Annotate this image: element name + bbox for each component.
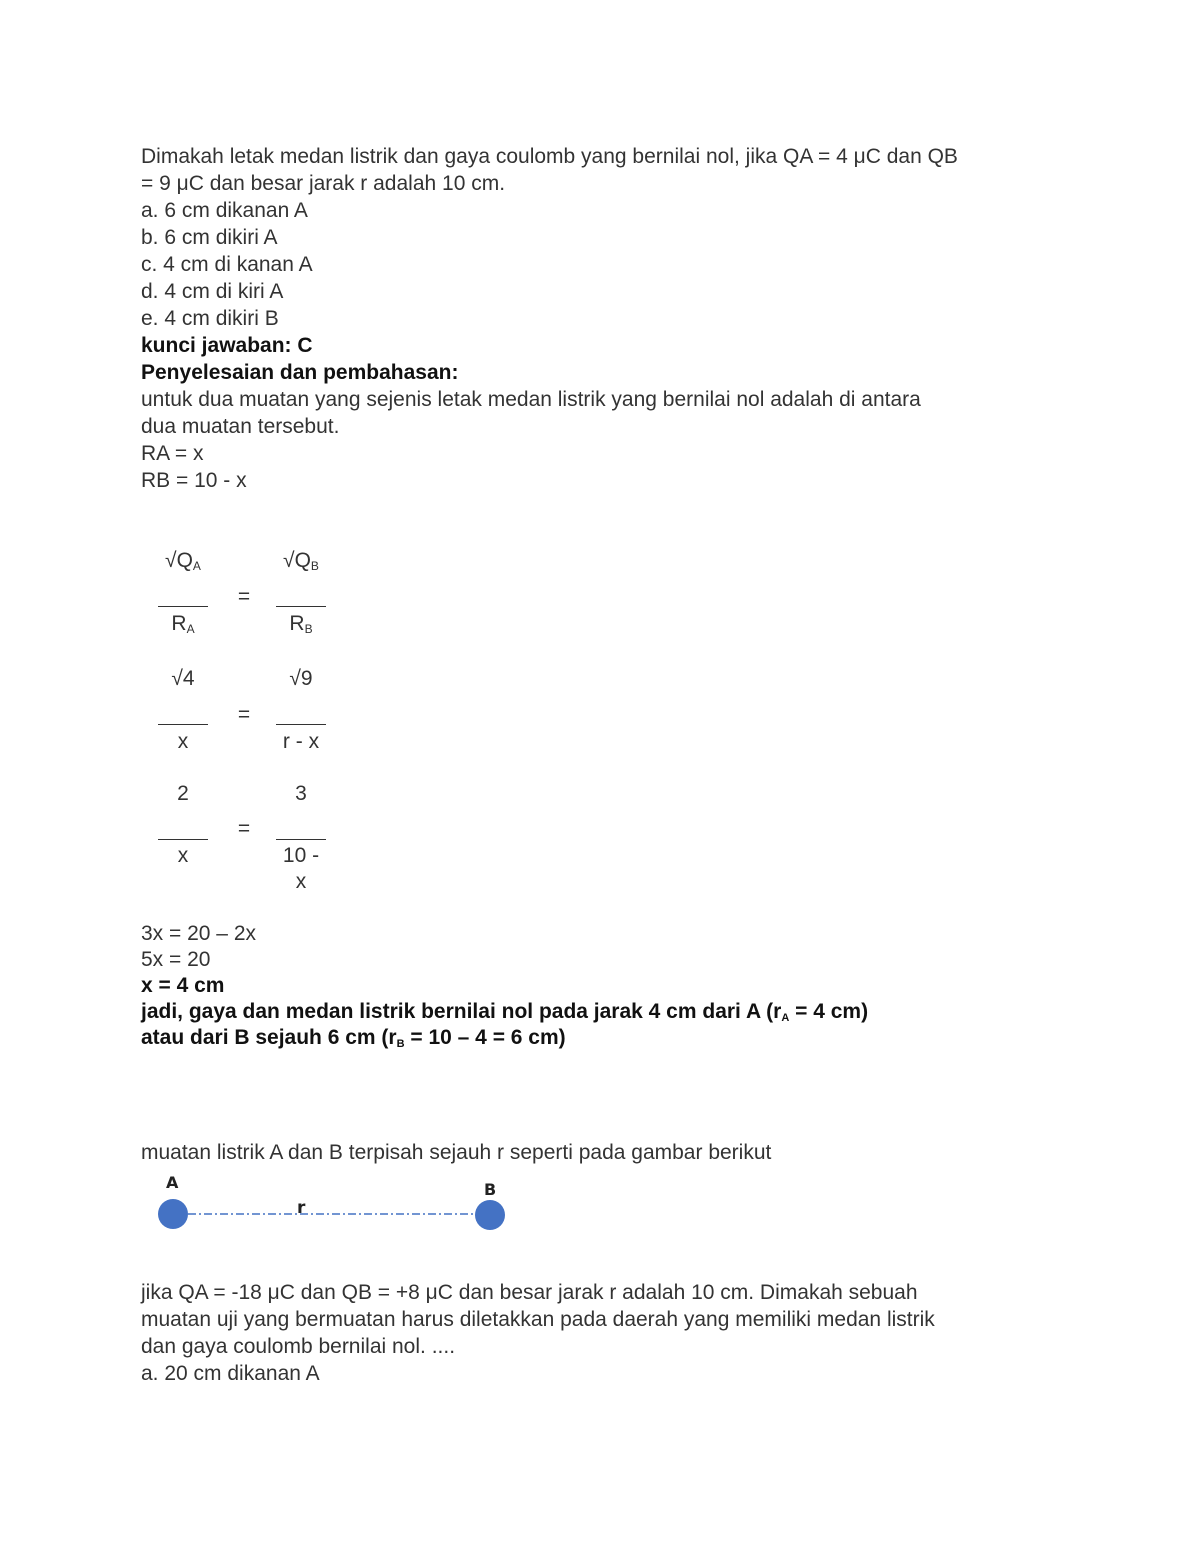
conclusion-line2: atau dari B sejauh 6 cm (rB = 10 – 4 = 6 cm) [141,1026,566,1050]
fraction-bar [158,724,208,725]
charges-diagram [150,1168,520,1238]
right-numerator: 3 [295,782,307,805]
question2-option-a: a. 20 cm dikanan A [141,1362,320,1385]
equals-sign: = [237,585,251,608]
result: x = 4 cm [141,974,225,997]
answer-key: kunci jawaban: C [141,334,313,357]
equals-sign: = [237,817,251,840]
option-c: c. 4 cm di kanan A [141,253,313,276]
fraction-bar [158,839,208,840]
left-denominator: x [177,730,189,753]
question2-line1: jika QA = -18 μC dan QB = +8 μC dan besar jarak r adalah 10 cm. Dimakah sebuah [141,1281,918,1304]
option-e: e. 4 cm dikiri B [141,307,279,330]
option-b: b. 6 cm dikiri A [141,226,278,249]
left-denominator: $R_A$ [171,612,195,636]
question2-line3: dan gaya coulomb bernilai nol. .... [141,1335,456,1358]
right-denominator: r - x [282,730,320,753]
step-2: 5x = 20 [141,948,211,971]
right-numerator: √9 [289,667,313,690]
explanation-line1: untuk dua muatan yang sejenis letak medan listrik yang bernilai nol adalah di antara [141,388,921,411]
question2-line2: muatan uji yang bermuatan harus diletakkan pada daerah yang memiliki medan listrik [141,1308,935,1331]
left-denominator: x [177,844,189,867]
right-numerator: $√Q_B$ [283,549,319,573]
label-r: r [297,1198,306,1218]
fraction-bar [158,606,208,607]
charge-a [158,1199,188,1229]
fraction-bar [276,724,326,725]
ra-definition: RA = x [141,442,204,465]
question2-intro: muatan listrik A dan B terpisah sejauh r seperti pada gambar berikut [141,1141,772,1164]
step-1: 3x = 20 – 2x [141,922,256,945]
question1-line1: Dimakah letak medan listrik dan gaya coulomb yang bernilai nol, jika QA = 4 μC dan QB [141,145,958,168]
label-b: B [484,1180,497,1199]
right-denominator: $R_B$ [289,612,313,636]
label-a: A [166,1173,179,1192]
charge-b [475,1200,505,1230]
fraction-bar [276,606,326,607]
left-numerator: 2 [177,782,189,805]
conclusion-line1: jadi, gaya dan medan listrik bernilai nol pada jarak 4 cm dari A (rA = 4 cm) [141,1000,869,1024]
right-denominator-line2: x [295,870,307,893]
right-denominator-line1: 10 - [282,844,320,867]
rb-definition: RB = 10 - x [141,469,247,492]
left-numerator: $√Q_A$ [165,549,201,573]
fraction-bar [276,839,326,840]
explanation-line2: dua muatan tersebut. [141,415,340,438]
option-d: d. 4 cm di kiri A [141,280,284,303]
option-a: a. 6 cm dikanan A [141,199,308,222]
left-numerator: √4 [171,667,195,690]
question1-line2: = 9 μC dan besar jarak r adalah 10 cm. [141,172,506,195]
equals-sign: = [237,703,251,726]
solution-heading: Penyelesaian dan pembahasan: [141,361,459,384]
